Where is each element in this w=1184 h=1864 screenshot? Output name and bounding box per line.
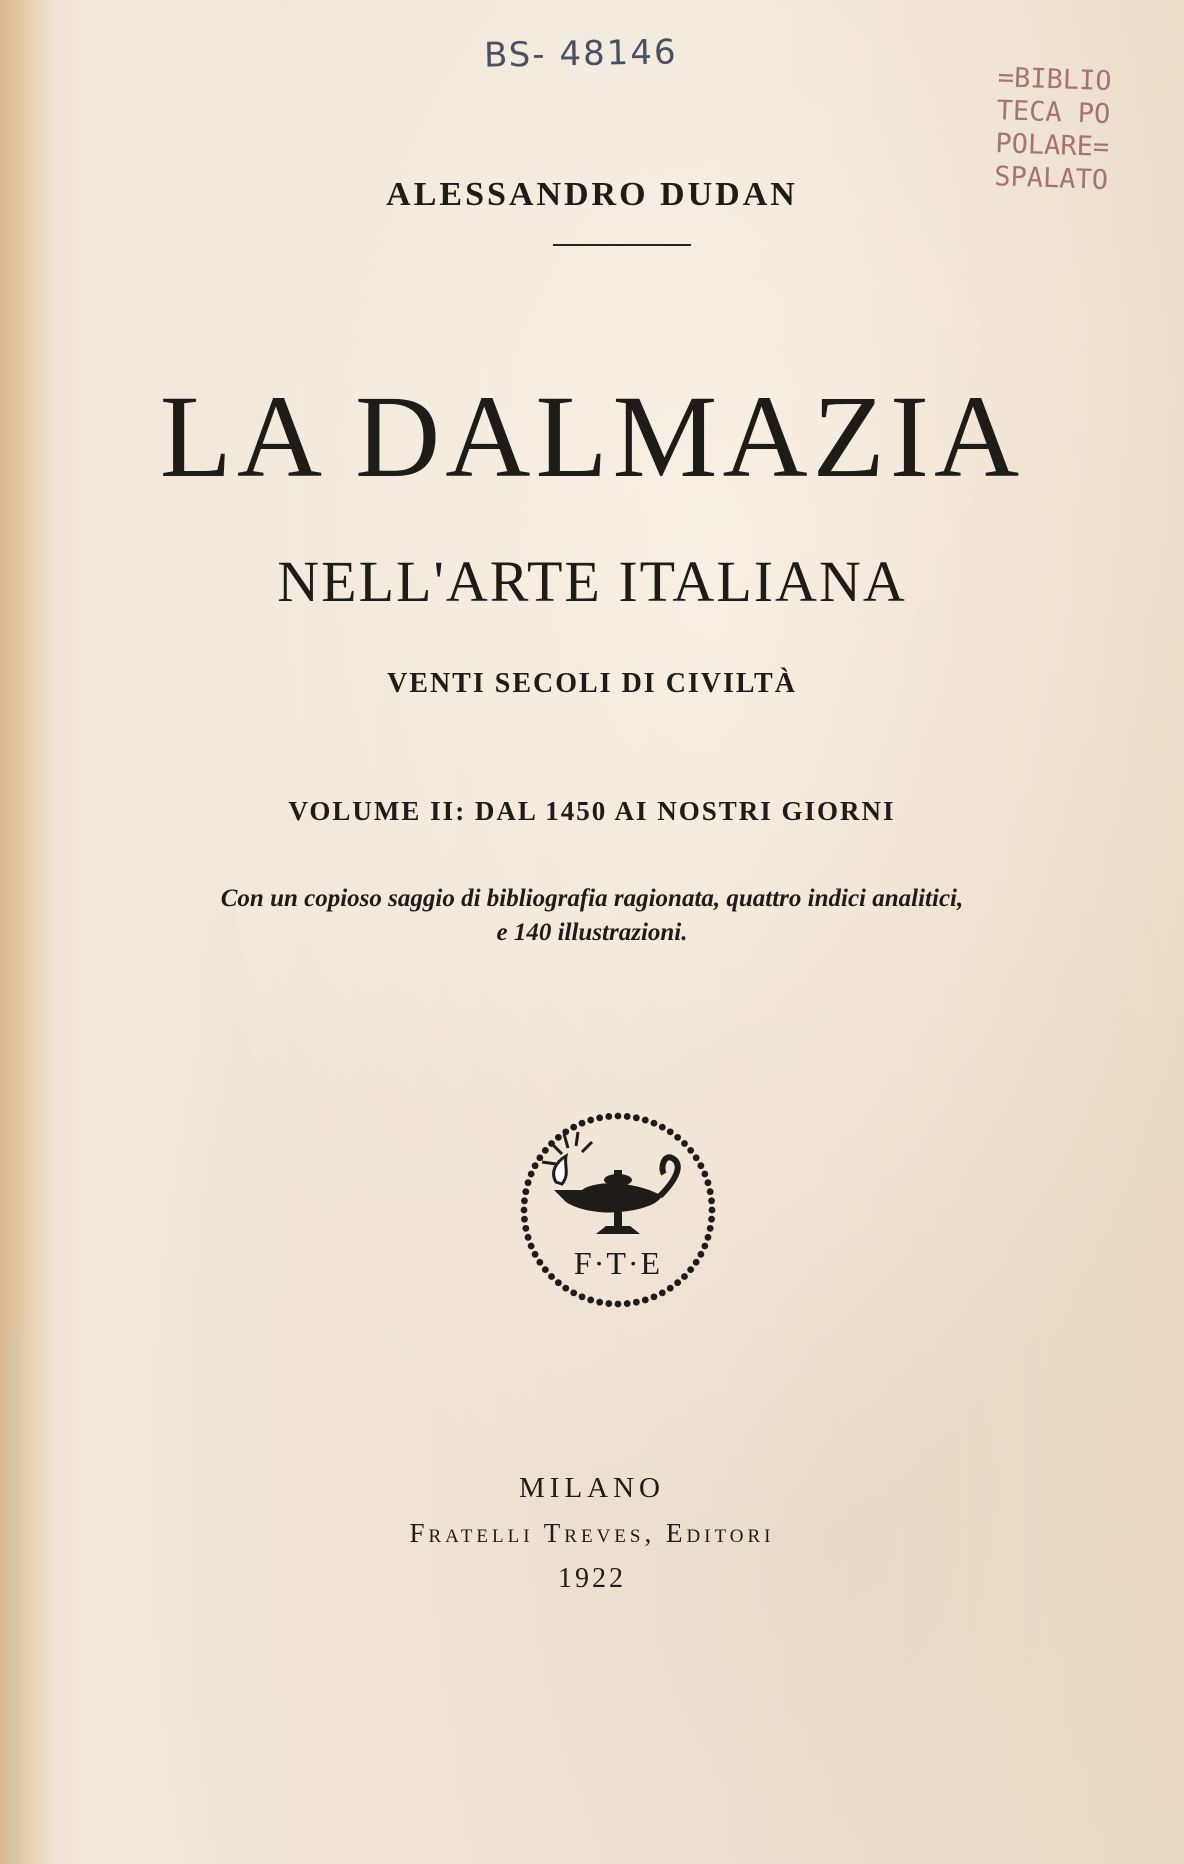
- logo-dot: [701, 1243, 708, 1250]
- book-subtitle: NELL'ARTE ITALIANA: [277, 549, 907, 614]
- logo-dot: [701, 1171, 708, 1178]
- logo-dot: [705, 1234, 712, 1241]
- logo-dot: [642, 1117, 649, 1124]
- logo-dot: [709, 1207, 716, 1214]
- description-line: e 140 illustrazioni.: [496, 919, 688, 946]
- imprint-publisher: Fratelli Treves, Editori: [409, 1518, 775, 1548]
- stamp-line: =BIBLIO: [997, 62, 1113, 98]
- logo-dot: [681, 1140, 688, 1147]
- volume-label: VOLUME II: DAL 1450 AI NOSTRI GIORNI: [288, 796, 896, 826]
- logo-dot: [624, 1300, 631, 1307]
- logo-text: F·T·E: [573, 1245, 663, 1281]
- logo-dot: [708, 1197, 715, 1204]
- stamp-line: TECA PO: [996, 95, 1111, 131]
- logo-dot: [532, 1162, 539, 1169]
- logo-dot: [615, 1113, 622, 1120]
- book-title: LA DALMAZIA: [159, 371, 1025, 502]
- logo-dot: [693, 1154, 700, 1161]
- logo-dot: [642, 1297, 649, 1304]
- author-divider: [553, 244, 691, 246]
- logo-dot: [596, 1299, 603, 1306]
- logo-dot: [651, 1120, 658, 1127]
- book-description: [0, 882, 1184, 950]
- logo-dot: [579, 1293, 586, 1300]
- publisher-logo: [516, 1108, 720, 1312]
- logo-dot: [570, 1290, 577, 1297]
- logo-dot: [633, 1299, 640, 1306]
- logo-dot: [624, 1113, 631, 1120]
- logo-dot: [615, 1301, 622, 1308]
- author-name: ALESSANDRO DUDAN: [386, 176, 798, 213]
- logo-dot: [522, 1188, 529, 1195]
- logo-dot: [674, 1279, 681, 1286]
- book-tagline: VENTI SECOLI DI CIVILTÀ: [387, 668, 797, 699]
- description-line: Con un copioso saggio di bibliografia ragionata, quattro indici analitici,: [220, 885, 964, 912]
- logo-dot: [542, 1147, 549, 1154]
- logo-dot: [525, 1234, 532, 1241]
- logo-dot: [687, 1266, 694, 1273]
- logo-dot: [605, 1300, 612, 1307]
- logo-dot: [521, 1197, 528, 1204]
- logo-dot: [659, 1290, 666, 1297]
- logo-dot: [651, 1293, 658, 1300]
- oil-lamp-icon: [542, 1132, 678, 1234]
- logo-dot: [521, 1207, 528, 1214]
- stamp-line: POLARE=: [994, 128, 1110, 164]
- logo-dot: [687, 1147, 694, 1154]
- logo-dot: [548, 1273, 555, 1280]
- logo-dot: [596, 1114, 603, 1121]
- logo-dot: [659, 1124, 666, 1131]
- logo-dot: [521, 1216, 528, 1223]
- logo-dot: [536, 1154, 543, 1161]
- logo-dot: [707, 1188, 714, 1195]
- logo-dot: [587, 1117, 594, 1124]
- logo-dot: [693, 1259, 700, 1266]
- logo-dot: [542, 1266, 549, 1273]
- logo-dot: [674, 1134, 681, 1141]
- logo-dot: [707, 1225, 714, 1232]
- logo-dot: [525, 1179, 532, 1186]
- logo-dot: [562, 1285, 569, 1292]
- logo-dot: [528, 1171, 535, 1178]
- logo-dot: [698, 1162, 705, 1169]
- logo-dot: [698, 1251, 705, 1258]
- logo-dot: [681, 1273, 688, 1280]
- logo-dot: [587, 1297, 594, 1304]
- logo-dot: [708, 1216, 715, 1223]
- stamp-line: SPALATO: [993, 161, 1109, 197]
- logo-dot: [532, 1251, 539, 1258]
- logo-dot: [536, 1259, 543, 1266]
- logo-dot: [522, 1225, 529, 1232]
- logo-dot: [667, 1128, 674, 1135]
- logo-dot: [579, 1120, 586, 1127]
- imprint-city: MILANO: [519, 1472, 665, 1504]
- logo-dot: [570, 1124, 577, 1131]
- logo-dot: [705, 1179, 712, 1186]
- logo-dot: [555, 1134, 562, 1141]
- logo-dot: [555, 1279, 562, 1286]
- logo-dot: [633, 1114, 640, 1121]
- logo-dot: [667, 1285, 674, 1292]
- binding-tape: [6, 1330, 28, 1864]
- handwritten-shelfmark: BS- 48146: [483, 32, 678, 76]
- imprint-year: 1922: [558, 1563, 626, 1594]
- logo-dot: [605, 1113, 612, 1120]
- logo-dot: [528, 1243, 535, 1250]
